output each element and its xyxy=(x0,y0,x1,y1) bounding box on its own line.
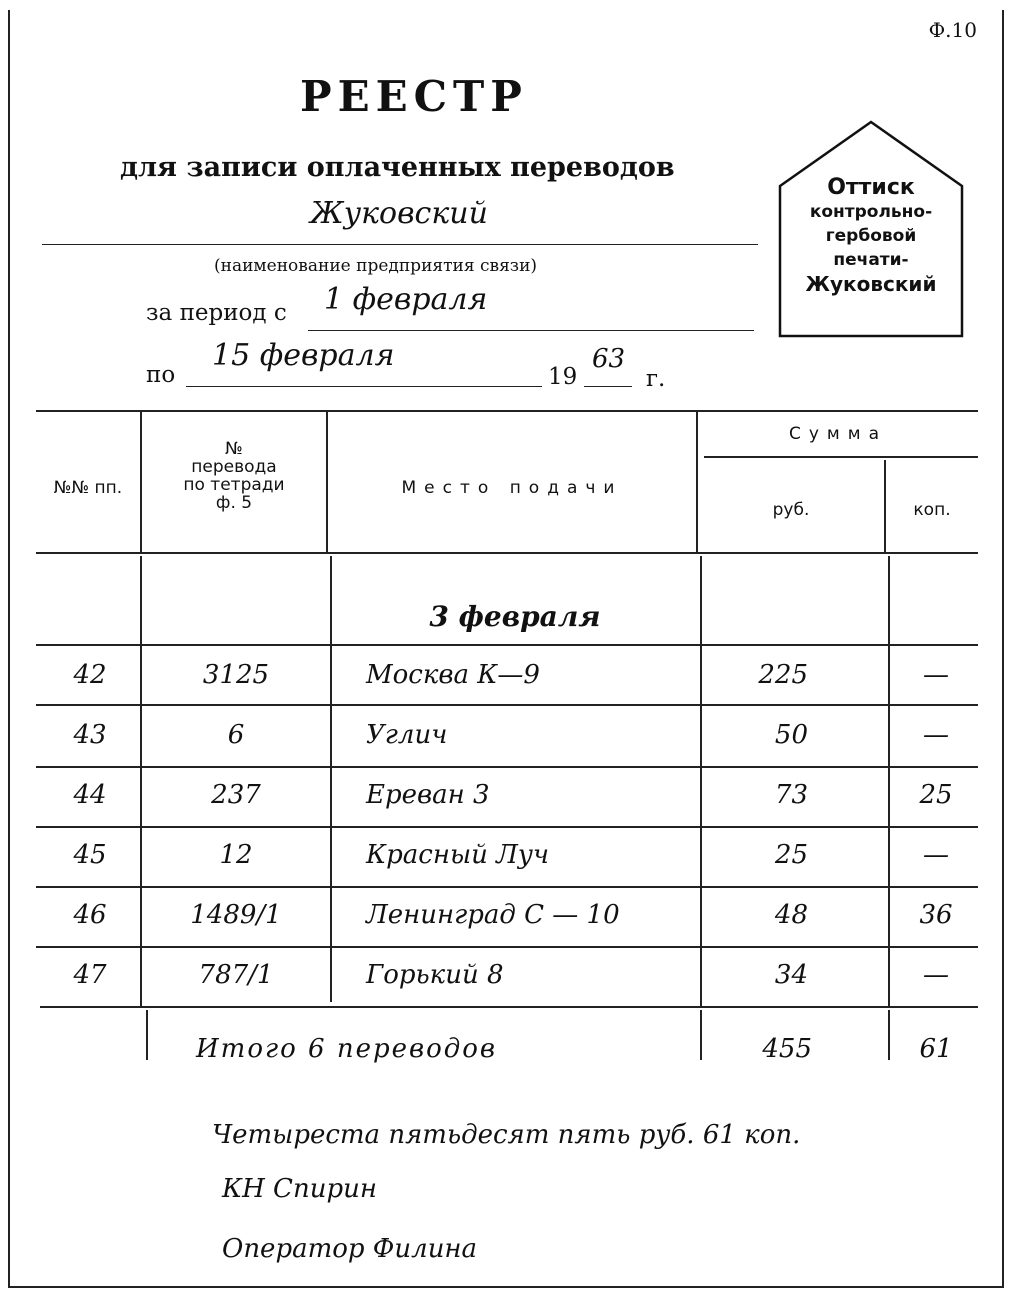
row-number: 45 xyxy=(73,840,107,870)
row-line-4 xyxy=(36,826,978,828)
row-place: Красный Луч xyxy=(366,840,550,870)
total-rub: 455 xyxy=(762,1034,812,1064)
header-transfer-no-line-4: ф. 5 xyxy=(215,493,253,513)
header-number: №№ пп. xyxy=(53,478,123,498)
period-from-underline xyxy=(308,330,754,331)
row-transfer: 787/1 xyxy=(198,960,274,990)
row-line-2 xyxy=(36,704,978,706)
table-header-bottom-line xyxy=(36,552,978,554)
date-row: 3 февраля xyxy=(429,600,601,633)
enterprise-underline xyxy=(42,244,758,245)
row-rub: 34 xyxy=(774,960,808,990)
enterprise-name: Жуковский xyxy=(310,196,488,231)
header-transfer-no-line-3: по тетради xyxy=(183,475,285,495)
period-to-label: по xyxy=(146,362,176,388)
enterprise-caption: (наименование предприятия связи) xyxy=(214,256,538,276)
row-number: 47 xyxy=(73,960,107,990)
stamp-text xyxy=(778,176,964,296)
row-rub: 50 xyxy=(774,720,808,750)
period-to-underline xyxy=(186,386,542,387)
row-rub: 73 xyxy=(774,780,808,810)
stamp-line-2: контрольно- xyxy=(809,202,933,222)
row-line-5 xyxy=(36,886,978,888)
operator: Оператор Филина xyxy=(222,1234,478,1264)
document-subtitle: для записи оплаченных переводов xyxy=(120,152,675,183)
stamp-line-4: печати- xyxy=(833,250,909,270)
row-kop: — xyxy=(923,660,949,690)
stamp-line-1: Оттиск xyxy=(827,175,915,200)
period-to-value: 15 февраля xyxy=(212,338,395,373)
row-line-6 xyxy=(36,946,978,948)
row-kop: — xyxy=(923,960,949,990)
row-transfer: 1489/1 xyxy=(190,900,282,930)
row-place: Горький 8 xyxy=(366,960,504,990)
row-line-1 xyxy=(36,644,978,646)
sum-header-line xyxy=(704,456,978,458)
row-transfer: 12 xyxy=(219,840,253,870)
row-transfer: 3125 xyxy=(202,660,270,690)
row-line-7 xyxy=(40,1006,978,1008)
document-title: РЕЕСТР xyxy=(300,72,528,121)
row-kop: 36 xyxy=(919,900,953,930)
amount-in-words: Четыреста пятьдесят пять руб. 61 коп. xyxy=(212,1120,801,1150)
year-suffix: г. xyxy=(646,366,666,392)
row-number: 42 xyxy=(73,660,107,690)
period-from-label: за период с xyxy=(146,300,287,326)
signature: КН Спирин xyxy=(222,1174,377,1204)
row-rub: 225 xyxy=(758,660,808,690)
header-transfer-no-line-1: № xyxy=(225,439,243,459)
year-underline xyxy=(584,386,632,387)
year-prefix: 19 xyxy=(548,364,578,390)
stamp xyxy=(778,120,964,338)
year-value: 63 xyxy=(592,344,626,374)
total-kop: 61 xyxy=(919,1034,953,1064)
header-rub: руб. xyxy=(772,500,810,520)
row-place: Москва К—9 xyxy=(366,660,540,690)
header-place: Место подачи xyxy=(401,478,623,498)
header-kop: коп. xyxy=(913,500,951,520)
row-rub: 48 xyxy=(774,900,808,930)
header-transfer-no-line-2: перевода xyxy=(191,457,277,477)
total-label: Итого 6 переводов xyxy=(196,1034,498,1064)
header-transfer-no xyxy=(142,440,326,512)
row-transfer: 237 xyxy=(211,780,261,810)
row-number: 43 xyxy=(73,720,107,750)
row-place: Ереван 3 xyxy=(366,780,490,810)
table-top-line xyxy=(36,410,978,412)
row-place: Углич xyxy=(366,720,448,750)
row-number: 46 xyxy=(73,900,107,930)
total-vline-1 xyxy=(146,1010,148,1060)
period-from-value: 1 февраля xyxy=(324,282,488,317)
row-kop: — xyxy=(923,840,949,870)
row-kop: 25 xyxy=(919,780,953,810)
row-line-3 xyxy=(36,766,978,768)
form-number: Ф.10 xyxy=(928,18,977,42)
row-transfer: 6 xyxy=(227,720,245,750)
row-place: Ленинград С — 10 xyxy=(366,900,620,930)
row-number: 44 xyxy=(73,780,107,810)
stamp-line-5: Жуковский xyxy=(805,272,937,296)
header-sum: Сумма xyxy=(789,424,887,444)
row-kop: — xyxy=(923,720,949,750)
stamp-line-3: гербовой xyxy=(825,226,917,246)
row-rub: 25 xyxy=(774,840,808,870)
